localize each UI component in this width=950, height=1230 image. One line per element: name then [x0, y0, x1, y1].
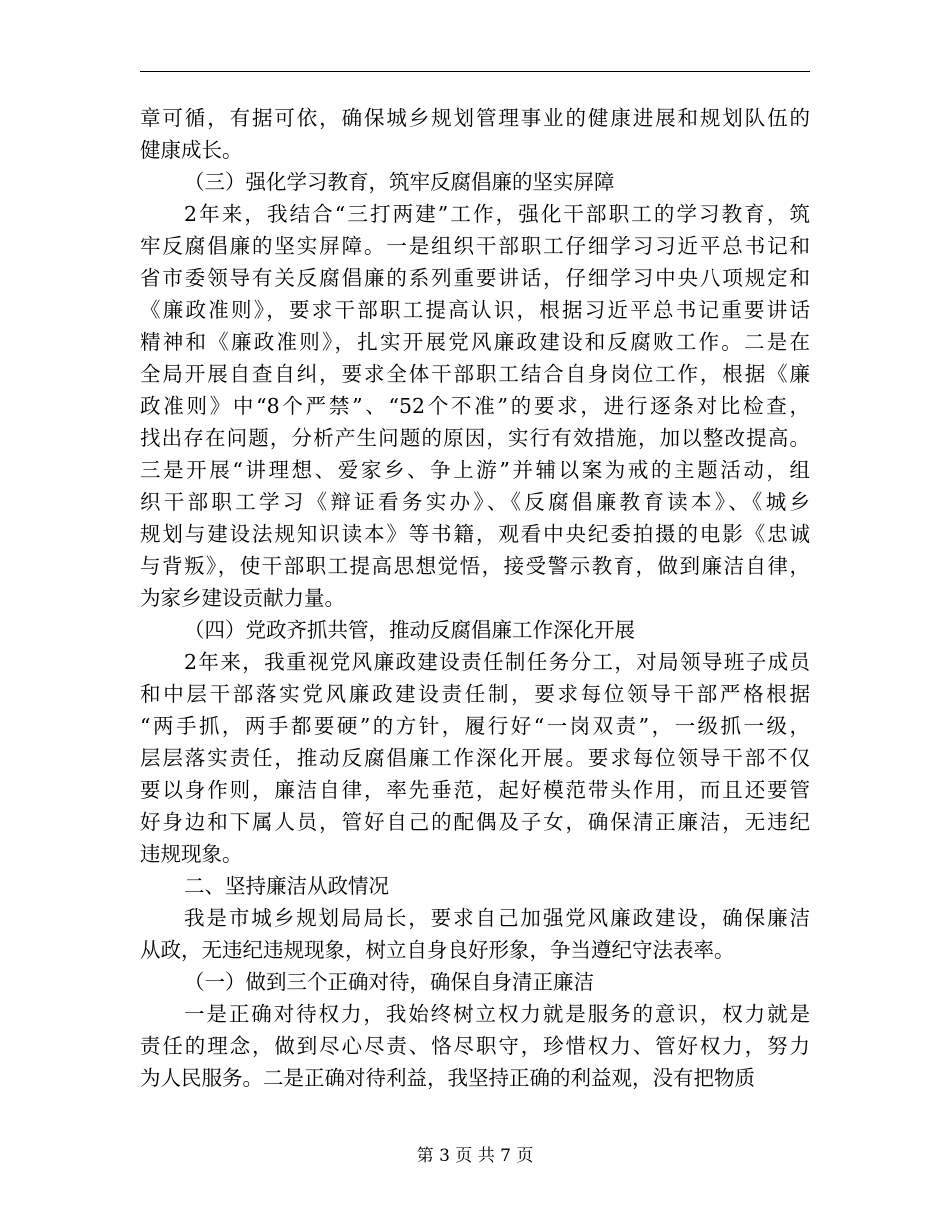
paragraph-line: 好身边和下属人员，管好自己的配偶及子女，确保清正廉洁，无违纪 — [140, 810, 810, 834]
page-number: 第 3 页 共 7 页 — [416, 1146, 534, 1166]
paragraph-line: 织干部职工学习《辩证看务实办》、《反腐倡廉教育读本》、《城乡 — [140, 490, 810, 514]
paragraph-line: 2年来，我重视党风廉政建设责任制任务分工，对局领导班子成员 — [184, 650, 810, 674]
paragraph-line: 与背叛》，使干部职工提高思想觉悟，接受警示教育，做到廉洁自律， — [140, 554, 810, 578]
paragraph-line: 2年来，我结合“三打两建”工作，强化干部职工的学习教育，筑 — [184, 202, 810, 226]
paragraph-line: 要以身作则，廉洁自律，率先垂范，起好模范带头作用，而且还要管 — [140, 778, 810, 802]
document-body — [140, 102, 810, 1094]
section-heading: （四）党政齐抓共管，推动反腐倡廉工作深化开展 — [184, 618, 635, 642]
paragraph-line: 健康成长。 — [140, 138, 243, 162]
paragraph-line: 全局开展自查自纠，要求全体干部职工结合自身岗位工作，根据《廉 — [140, 362, 810, 386]
section-heading: 二、坚持廉洁从政情况 — [184, 874, 389, 898]
paragraph-line: 规划与建设法规知识读本》等书籍，观看中央纪委拍摄的电影《忠诚 — [140, 522, 810, 546]
paragraph-line: 三是开展“讲理想、爱家乡、争上游”并辅以案为戒的主题活动，组 — [140, 458, 810, 482]
paragraph-line: 找出存在问题，分析产生问题的原因，实行有效措施，加以整改提高。 — [140, 426, 810, 450]
paragraph-line: “两手抓，两手都要硬”的方针，履行好“一岗双责”，一级抓一级， — [140, 714, 810, 738]
section-heading: （三）强化学习教育，筑牢反腐倡廉的坚实屏障 — [184, 170, 615, 194]
paragraph-line: 和中层干部落实党风廉政建设责任制，要求每位领导干部严格根据 — [140, 682, 810, 706]
paragraph-line: 责任的理念，做到尽心尽责、恪尽职守，珍惜权力、管好权力，努力 — [140, 1034, 810, 1058]
paragraph-line: 政准则》中“8个严禁”、“52个不准”的要求，进行逐条对比检查， — [140, 394, 810, 418]
paragraph-line: 精神和《廉政准则》，扎实开展党风廉政建设和反腐败工作。二是在 — [140, 330, 810, 354]
header-rule — [140, 71, 810, 72]
paragraph-line: 我是市城乡规划局局长，要求自己加强党风廉政建设，确保廉洁 — [184, 906, 810, 930]
paragraph-line: 为人民服务。二是正确对待利益，我坚持正确的利益观，没有把物质 — [140, 1066, 755, 1090]
paragraph-line: 违规现象。 — [140, 842, 243, 866]
paragraph-line: 章可循，有据可依，确保城乡规划管理事业的健康进展和规划队伍的 — [140, 106, 810, 130]
paragraph-line: 从政，无违纪违规现象，树立自身良好形象，争当遵纪守法表率。 — [140, 938, 735, 962]
paragraph-line: 层层落实责任，推动反腐倡廉工作深化开展。要求每位领导干部不仅 — [140, 746, 810, 770]
section-heading: （一）做到三个正确对待，确保自身清正廉洁 — [184, 970, 594, 994]
paragraph-line: 省市委领导有关反腐倡廉的系列重要讲话，仔细学习中央八项规定和 — [140, 266, 810, 290]
paragraph-line: 为家乡建设贡献力量。 — [140, 586, 345, 610]
paragraph-line: 《廉政准则》，要求干部职工提高认识，根据习近平总书记重要讲话 — [140, 298, 810, 322]
paragraph-line: 一是正确对待权力，我始终树立权力就是服务的意识，权力就是 — [184, 1002, 810, 1026]
paragraph-line: 牢反腐倡廉的坚实屏障。一是组织干部职工仔细学习习近平总书记和 — [140, 234, 810, 258]
